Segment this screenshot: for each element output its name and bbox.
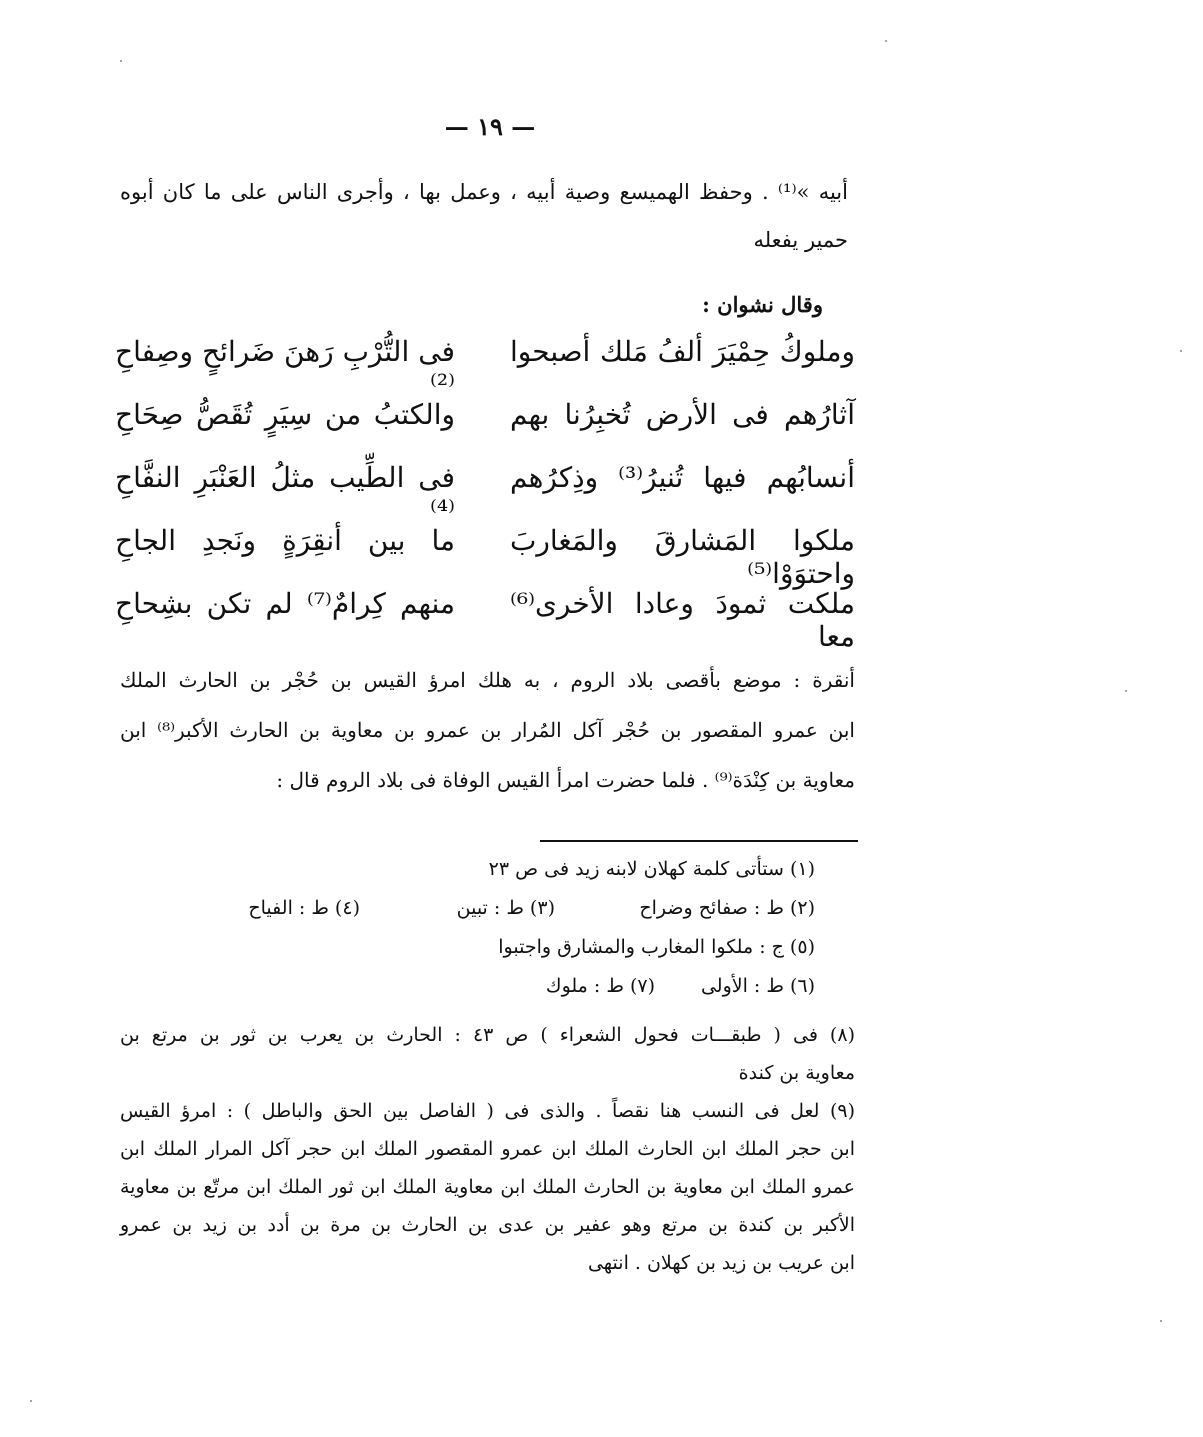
verse-second-hemistich: والكتبُ من سِيَرٍ تُقَصُّ صِحَاحِ xyxy=(115,398,455,431)
paragraph-line: حمير يفعله xyxy=(753,228,848,252)
verse-second-hemistich: منهم كِرامٌ⁽⁷⁾ لم تكن بشِحاحِ xyxy=(115,587,455,620)
verse xyxy=(115,587,855,653)
verse-first-hemistich: أنسابُهم فيها تُنيرُ⁽³⁾ وذِكرُهم xyxy=(510,461,855,494)
scan-speck xyxy=(885,40,887,42)
verse xyxy=(115,335,855,401)
footnote-2: (٢) ط : صفائح وضراح xyxy=(639,897,815,919)
verse xyxy=(115,398,855,461)
scan-speck xyxy=(30,1400,32,1402)
gloss-line: معاوية بن كِنْدَة⁽⁹⁾ . فلما حضرت امرأ القيس الوفاة فى بلاد الروم قال : xyxy=(276,768,855,792)
scan-speck xyxy=(120,60,122,62)
verse-first-hemistich: آثارُهم فى الأرض تُخبِرُنا بهم xyxy=(510,398,855,431)
footnote-line: ابن حجر الملك ابن الحارث الملك ابن عمرو المقصور الملك ابن حجر آكل المرار الملك ابن xyxy=(120,1138,855,1160)
footnote-4: (٤) ط : الفياح xyxy=(248,897,360,919)
verse-second-hemistich: ما بين أنقِرَةٍ ونَجدِ الجاحِ xyxy=(115,524,455,557)
opening-paragraph xyxy=(120,168,848,264)
footnote-line: (٨) فى ( طبقـــات فحول الشعراء ) ص ٤٣ : الحارث بن يعرب بن ثور بن مرتع بن xyxy=(120,1024,855,1046)
paragraph-line: أبيه »⁽¹⁾ . وحفظ الهميسع وصية أبيه ، وعمل بها ، وأجرى الناس على ما كان أبوه xyxy=(120,180,848,204)
footnote-5: (٥) ج : ملكوا المغارب والمشارق واجتبوا xyxy=(498,936,815,958)
gloss-paragraph xyxy=(120,655,855,805)
gloss-line: أنقرة : موضع بأقصى بلاد الروم ، به هلك امرؤ القيس بن حُجْر بن الحارث الملك xyxy=(120,668,855,692)
poem xyxy=(115,335,855,653)
footnote-line: (٩) لعل فى النسب هنا نقصاً . والذى فى ( الفاصل بين الحق والباطل ) : امرؤ القيس xyxy=(120,1100,855,1122)
footnote-6: (٦) ط : الأولى xyxy=(700,975,815,997)
page-number: — ١٩ — xyxy=(444,112,536,141)
scan-speck xyxy=(1180,350,1182,352)
footnote-9 xyxy=(120,1092,855,1282)
footnote-line: الأكبر بن كندة بن مرتع وهو عفير بن عدى بن الحارث بن مرة بن أدد بن زيد بن عمرو xyxy=(120,1214,855,1236)
verse-second-hemistich: فى التُّرْبِ رَهنَ ضَرائحٍ وصِفاحِ ⁽²⁾ xyxy=(115,335,455,401)
verse-first-hemistich: ملكوا المَشارقَ والمَغاربَ واحتوَوْا⁽⁵⁾ xyxy=(510,524,855,590)
gloss-line: ابن عمرو المقصور بن حُجْر آكل المُرار بن عمرو بن معاوية بن الحارث الأكبر⁽⁸⁾ ابن xyxy=(120,718,855,742)
footnote-7: (٧) ط : ملوك xyxy=(545,975,655,997)
footnotes-short xyxy=(120,850,855,1006)
footnote-row xyxy=(120,889,855,928)
poem-intro: وقال نشوان : xyxy=(702,292,823,317)
footnote-divider xyxy=(540,840,858,842)
footnote-line: عمرو الملك ابن معاوية بن الحارث الملك ابن معاوية الملك ابن ثور الملك ابن مرتّع بن معاوية xyxy=(120,1176,855,1198)
footnote-1: (١) ستأتى كلمة كهلان لابنه زيد فى ص ٢٣ xyxy=(488,858,815,880)
verse xyxy=(115,524,855,590)
footnote-row xyxy=(120,928,855,967)
scan-speck xyxy=(1125,690,1127,692)
verse-first-hemistich: وملوكُ حِمْيَرَ ألفُ مَلك أصبحوا xyxy=(510,335,855,368)
scan-speck xyxy=(1160,1320,1162,1322)
footnote-line: ابن عريب بن زيد بن كهلان . انتهى xyxy=(587,1252,855,1274)
footnote-8 xyxy=(120,1016,855,1092)
verse-first-hemistich: ملكت ثمودَ وعادا الأخرى⁽⁶⁾ معا xyxy=(510,587,855,653)
footnote-row xyxy=(120,850,855,889)
footnote-row xyxy=(120,967,855,1006)
footnote-3: (٣) ط : تبين xyxy=(456,897,555,919)
verse xyxy=(115,461,855,527)
footnote-line: معاوية بن كندة xyxy=(738,1062,855,1084)
verse-second-hemistich: فى الطِّيب مثلُ العَنْبَرِ النفَّاحِ ⁽⁴⁾ xyxy=(115,461,455,527)
